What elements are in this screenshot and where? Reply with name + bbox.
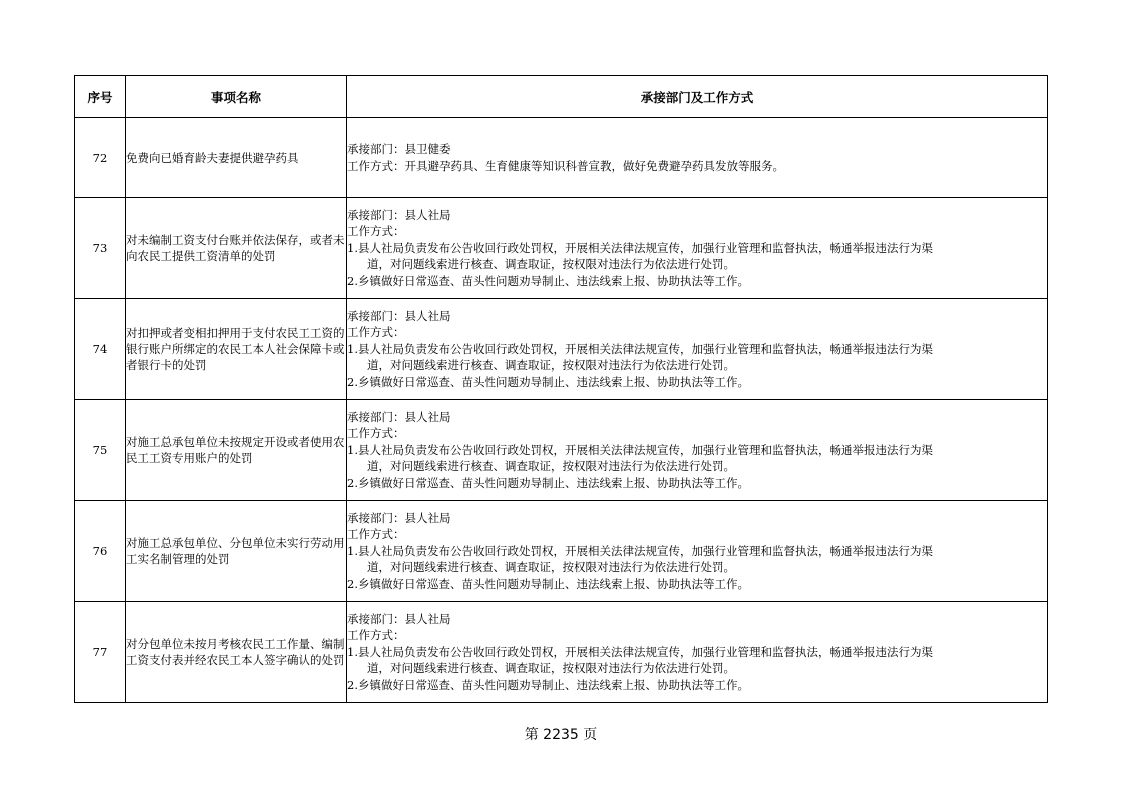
table-row (75, 501, 1048, 602)
dept-line: 承接部门：县人社局 (347, 409, 451, 424)
row-detail (347, 299, 1048, 400)
header-row (75, 76, 1048, 118)
dept-line: 承接部门：县卫健委 (347, 142, 451, 156)
method-point-1-cont: 道，对问题线索进行核查、调查取证，按权限对违法行为依法进行处罚。 (367, 560, 735, 575)
table-row (75, 400, 1048, 501)
dept-line: 承接部门：县人社局 (347, 308, 451, 323)
method-label: 工作方式： (347, 527, 405, 542)
method-line: 工作方式：开具避孕药具、生育健康等知识科普宣教，做好免费避孕药具发放等服务。 (347, 158, 784, 173)
row-detail (347, 400, 1048, 501)
row-detail (347, 602, 1048, 703)
row-detail (347, 118, 1048, 198)
row-number: 72 (75, 118, 126, 198)
method-point-1-cont: 道，对问题线索进行核查、调查取证，按权限对违法行为依法进行处罚。 (367, 358, 735, 373)
method-point-1: 1.县人社局负责发布公告收回行政处罚权，开展相关法律法规宣传，加强行业管理和监督执法，畅通举报违法行为渠 (347, 341, 933, 356)
header-index: 序号 (75, 76, 126, 118)
row-item-name: 对扣押或者变相扣押用于支付农民工工资的银行账户所绑定的农民工本人社会保障卡或者银行卡的处罚 (126, 299, 347, 400)
method-label: 工作方式： (347, 628, 405, 643)
table-row (75, 198, 1048, 299)
method-label: 工作方式： (347, 426, 405, 441)
method-point-1: 1.县人社局负责发布公告收回行政处罚权，开展相关法律法规宣传，加强行业管理和监督执法，畅通举报违法行为渠 (347, 543, 933, 558)
method-point-2: 2.乡镇做好日常巡查、苗头性问题劝导制止、违法线索上报、协助执法等工作。 (347, 475, 749, 490)
table-row (75, 299, 1048, 400)
row-number: 75 (75, 400, 126, 501)
table-row (75, 602, 1048, 703)
header-item-name: 事项名称 (126, 76, 347, 118)
table-row (75, 118, 1048, 198)
matters-table (74, 75, 1048, 703)
row-item-name: 对施工总承包单位未按规定开设或者使用农民工工资专用账户的处罚 (126, 400, 347, 501)
row-detail (347, 501, 1048, 602)
row-item-name: 对分包单位未按月考核农民工工作量、编制工资支付表并经农民工本人签字确认的处罚 (126, 602, 347, 703)
method-point-1-cont: 道，对问题线索进行核查、调查取证，按权限对违法行为依法进行处罚。 (367, 459, 735, 474)
row-number: 73 (75, 198, 126, 299)
method-point-1: 1.县人社局负责发布公告收回行政处罚权，开展相关法律法规宣传，加强行业管理和监督执法，畅通举报违法行为渠 (347, 644, 933, 659)
method-label: 工作方式： (347, 325, 405, 340)
row-number: 76 (75, 501, 126, 602)
dept-line: 承接部门：县人社局 (347, 611, 451, 626)
method-point-1: 1.县人社局负责发布公告收回行政处罚权，开展相关法律法规宣传，加强行业管理和监督执法，畅通举报违法行为渠 (347, 240, 933, 255)
method-point-2: 2.乡镇做好日常巡查、苗头性问题劝导制止、违法线索上报、协助执法等工作。 (347, 576, 749, 591)
row-number: 74 (75, 299, 126, 400)
page-number: 第 2235 页 (524, 727, 598, 743)
row-number: 77 (75, 602, 126, 703)
method-label: 工作方式： (347, 224, 405, 239)
method-point-2: 2.乡镇做好日常巡查、苗头性问题劝导制止、违法线索上报、协助执法等工作。 (347, 273, 749, 288)
method-point-2: 2.乡镇做好日常巡查、苗头性问题劝导制止、违法线索上报、协助执法等工作。 (347, 677, 749, 692)
dept-line: 承接部门：县人社局 (347, 510, 451, 525)
method-point-1: 1.县人社局负责发布公告收回行政处罚权，开展相关法律法规宣传，加强行业管理和监督执法，畅通举报违法行为渠 (347, 442, 933, 457)
method-point-1-cont: 道，对问题线索进行核查、调查取证，按权限对违法行为依法进行处罚。 (367, 661, 735, 676)
method-point-2: 2.乡镇做好日常巡查、苗头性问题劝导制止、违法线索上报、协助执法等工作。 (347, 374, 749, 389)
row-item-name: 对施工总承包单位、分包单位未实行劳动用工实名制管理的处罚 (126, 501, 347, 602)
row-item-name: 对未编制工资支付台账并依法保存，或者未向农民工提供工资清单的处罚 (126, 198, 347, 299)
header-dept-method: 承接部门及工作方式 (347, 76, 1048, 118)
row-detail (347, 198, 1048, 299)
dept-line: 承接部门：县人社局 (347, 207, 451, 222)
row-item-name: 免费向已婚育龄夫妻提供避孕药具 (126, 118, 347, 198)
method-point-1-cont: 道，对问题线索进行核查、调查取证，按权限对违法行为依法进行处罚。 (367, 257, 735, 272)
